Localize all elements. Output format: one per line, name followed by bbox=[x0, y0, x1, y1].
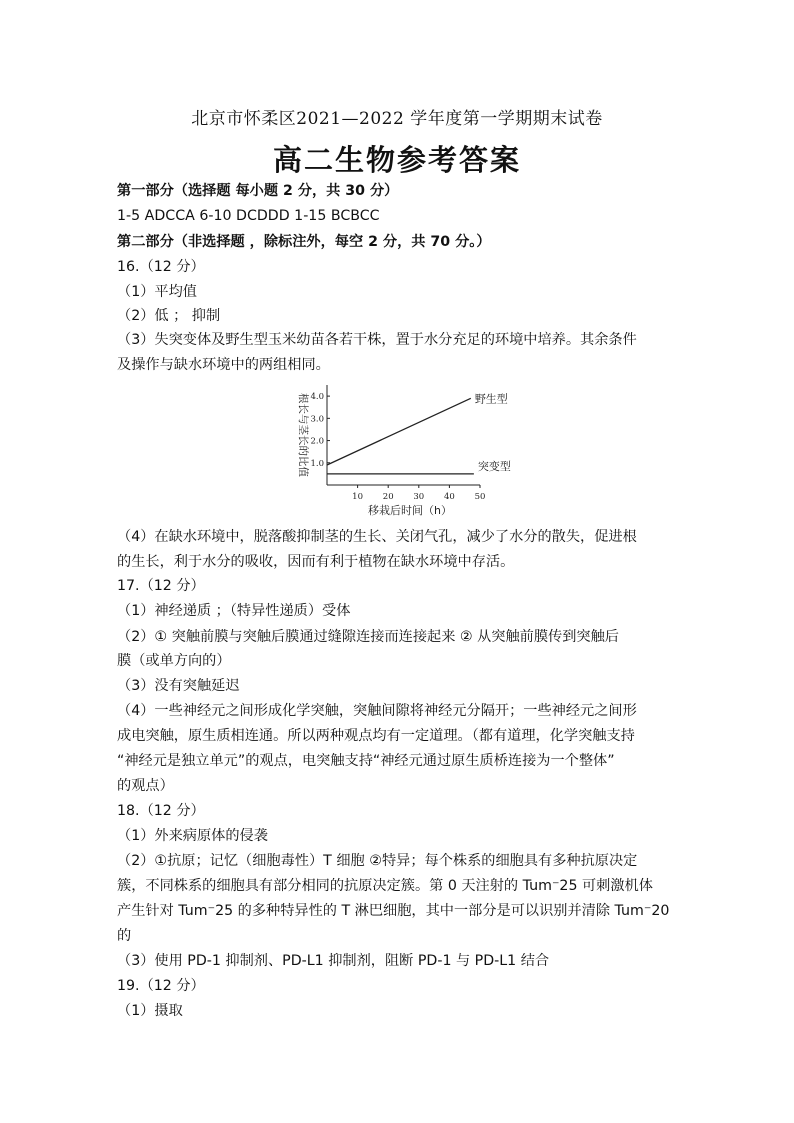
answer-line: （1）外来病原体的侵袭 bbox=[117, 828, 268, 844]
answer-line: （1）摄取 bbox=[117, 1003, 183, 1019]
question-17-heading: 17.（12 分） bbox=[117, 578, 205, 594]
section-one-heading: 第一部分（选择题 每小题 2 分，共 30 分） bbox=[117, 183, 399, 199]
choice-answers: 1-5 ADCCA 6-10 DCDDD 1-15 BCBCC bbox=[117, 208, 380, 224]
answer-line: 的 bbox=[117, 928, 132, 944]
answer-line: 的生长，利于水分的吸收，因而有利于植物在缺水环境中存活。 bbox=[117, 554, 515, 570]
section-two-heading: 第二部分（非选择题 ，除标注外，每空 2 分，共 70 分。） bbox=[117, 234, 491, 250]
answer-line: （2）①抗原；记忆（细胞毒性）T 细胞 ②特异；每个株系的细胞具有多种抗原决定 bbox=[117, 853, 638, 869]
x-tick-label: 40 bbox=[443, 492, 455, 502]
answer-line: 的观点） bbox=[117, 778, 174, 794]
series-line-wild-type bbox=[327, 398, 471, 465]
answer-line: （2）低 ； 抑制 bbox=[117, 308, 221, 324]
answer-line: （3）失突变体及野生型玉米幼苗各若干株，置于水分充足的环境中培养。其余条件 bbox=[117, 332, 637, 348]
answer-line: “神经元是独立单元”的观点，电突触支持“神经元通过原生质桥连接为一个整体” bbox=[117, 753, 615, 769]
question-19-heading: 19.（12 分） bbox=[117, 978, 205, 994]
answer-line: （2）① 突触前膜与突触后膜通过缝隙连接而连接起来 ② 从突触前膜传到突触后 bbox=[117, 629, 619, 645]
page-title: 高二生物参考答案 bbox=[272, 143, 521, 177]
exam-subtitle: 北京市怀柔区2021—2022 学年度第一学期期末试卷 bbox=[191, 109, 603, 129]
x-tick-label: 10 bbox=[352, 492, 364, 502]
y-tick-label: 2.0 bbox=[310, 436, 324, 447]
answer-line: 成电突触，原生质相连通。所以两种观点均有一定道理。（都有道理，化学突触支持 bbox=[117, 728, 635, 744]
answer-line: （3）没有突触延迟 bbox=[117, 678, 240, 694]
y-tick-label: 3.0 bbox=[310, 414, 324, 425]
x-tick-label: 50 bbox=[474, 492, 486, 502]
x-tick-label: 20 bbox=[382, 492, 394, 502]
series-label: 野生型 bbox=[474, 392, 508, 406]
question-16-heading: 16.（12 分） bbox=[117, 259, 205, 275]
x-tick-label: 30 bbox=[413, 492, 425, 502]
series-label: 突变型 bbox=[477, 459, 511, 473]
y-tick-label: 4.0 bbox=[310, 392, 324, 403]
chart-y-label: 根长与茎长的比值 bbox=[297, 393, 309, 477]
chart-x-label: 移栽后时间（h） bbox=[368, 504, 452, 517]
question-18-heading: 18.（12 分） bbox=[117, 803, 205, 819]
answer-line: 及操作与缺水环境中的两组相同。 bbox=[117, 357, 330, 373]
answer-line: （4）一些神经元之间形成化学突触，突触间隙将神经元分隔开；一些神经元之间形 bbox=[117, 703, 637, 719]
answer-line: （4）在缺水环境中，脱落酸抑制茎的生长、关闭气孔，减少了水分的散失，促进根 bbox=[117, 529, 637, 545]
answer-line: 产生针对 Tum⁻25 的多种特异性的 T 淋巴细胞，其中一部分是可以识别并清除 Tum⁻20 bbox=[117, 903, 670, 919]
y-tick-label: 1.0 bbox=[310, 458, 324, 469]
answer-line: （3）使用 PD-1 抑制剂、PD-L1 抑制剂，阻断 PD-1 与 PD-L1 结合 bbox=[117, 953, 550, 969]
answer-line: 簇，不同株系的细胞具有部分相同的抗原决定簇。第 0 天注射的 Tum⁻25 可刺激机体 bbox=[117, 878, 653, 894]
root-stem-ratio-chart bbox=[270, 380, 530, 520]
answer-line: （1）平均值 bbox=[117, 284, 197, 300]
answer-line: 膜（或单方向的） bbox=[117, 653, 231, 669]
answer-line: （1）神经递质 ；（特异性递质）受体 bbox=[117, 603, 351, 619]
